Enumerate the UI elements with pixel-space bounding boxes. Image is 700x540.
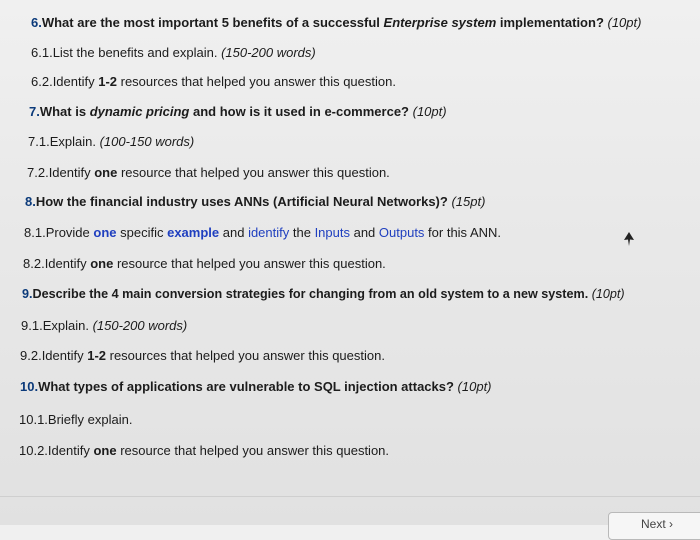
question-9-heading — [22, 286, 625, 302]
item-emphasis: one — [93, 443, 117, 458]
item-number: 10.1. — [19, 412, 48, 427]
question-points: (10pt) — [412, 104, 447, 119]
question-emphasis: Enterprise system — [383, 15, 497, 30]
question-text: What types of applications are vulnerable to SQL injection attacks? — [38, 379, 458, 394]
item-10-1 — [19, 412, 132, 428]
item-emphasis: one — [94, 165, 118, 180]
item-text: resources that helped you answer this question. — [106, 348, 385, 363]
item-text: Identify — [41, 348, 88, 363]
question-number: 6. — [31, 15, 42, 30]
item-text: the — [289, 225, 315, 240]
item-number: 6.1. — [31, 45, 53, 60]
keyword-one: one — [93, 225, 117, 240]
item-text: resource that helped you answer this question. — [113, 256, 386, 271]
item-text: specific — [116, 225, 168, 240]
item-text: Explain. — [49, 134, 100, 149]
word-count: (150-200 words) — [221, 45, 316, 60]
keyword-example: example — [167, 225, 220, 240]
item-text: for this ANN. — [424, 225, 502, 240]
word-count: (100-150 words) — [99, 134, 195, 149]
question-7-heading — [29, 104, 447, 120]
footer-divider — [0, 496, 700, 497]
mouse-pointer-icon — [623, 231, 635, 247]
question-10-heading — [20, 379, 492, 395]
item-text: Identify — [52, 74, 99, 89]
keyword-outputs: Outputs — [378, 225, 425, 240]
question-6-heading — [31, 15, 641, 31]
item-10-2 — [19, 443, 389, 459]
item-emphasis: one — [90, 256, 114, 271]
keyword-identify: identify — [248, 225, 290, 240]
question-points: (15pt) — [451, 194, 486, 209]
item-number: 8.1. — [24, 225, 46, 240]
question-number: 8. — [25, 194, 36, 209]
item-8-2 — [23, 256, 386, 272]
item-text: and — [349, 225, 379, 240]
keyword-inputs: Inputs — [314, 225, 350, 240]
item-text: Explain. — [42, 318, 93, 333]
question-points: (10pt) — [457, 379, 492, 394]
question-number: 7. — [29, 104, 40, 119]
item-text: resources that helped you answer this question. — [117, 74, 396, 89]
next-button-label: Next › — [640, 517, 673, 531]
question-8-heading — [25, 194, 485, 210]
next-button[interactable] — [608, 512, 700, 540]
question-text: What is — [39, 104, 90, 119]
item-number: 9.2. — [20, 348, 42, 363]
item-number: 7.1. — [28, 134, 50, 149]
item-text: Identify — [47, 443, 94, 458]
item-6-1 — [31, 45, 316, 61]
item-number: 6.2. — [31, 74, 53, 89]
item-text: Briefly explain. — [47, 412, 133, 427]
question-text: and how is it used in e-commerce? — [189, 104, 413, 119]
question-text: implementation? — [496, 15, 608, 30]
question-number: 10. — [20, 379, 39, 394]
item-text: Identify — [44, 256, 91, 271]
item-text: Identify — [48, 165, 95, 180]
item-8-1 — [24, 225, 501, 241]
item-number: 8.2. — [23, 256, 45, 271]
item-number: 9.1. — [21, 318, 43, 333]
question-text: What are the most important 5 benefits of a successful — [41, 15, 384, 30]
item-text: List the benefits and explain. — [52, 45, 222, 60]
question-points: (10pt) — [607, 15, 642, 30]
question-emphasis: dynamic pricing — [89, 104, 190, 119]
item-text: resource that helped you answer this question. — [117, 165, 390, 180]
item-number: 7.2. — [27, 165, 49, 180]
item-6-2 — [31, 74, 396, 90]
question-text: How the financial industry uses ANNs (Artificial Neural Networks)? — [35, 194, 452, 209]
question-points: (10pt) — [591, 287, 625, 301]
item-7-2 — [27, 165, 390, 181]
item-emphasis: 1-2 — [98, 74, 118, 89]
word-count: (150-200 words) — [92, 318, 188, 333]
item-number: 10.2. — [19, 443, 48, 458]
item-text: Provide — [45, 225, 94, 240]
item-9-2 — [20, 348, 385, 364]
item-7-1 — [28, 134, 194, 150]
item-text: and — [219, 225, 249, 240]
item-text: resource that helped you answer this question. — [116, 443, 390, 458]
question-number: 9. — [22, 287, 33, 301]
question-text: Describe the 4 main conversion strategies for changing from an old system to a new system. — [32, 287, 592, 301]
item-emphasis: 1-2 — [87, 348, 107, 363]
item-9-1 — [21, 318, 187, 334]
